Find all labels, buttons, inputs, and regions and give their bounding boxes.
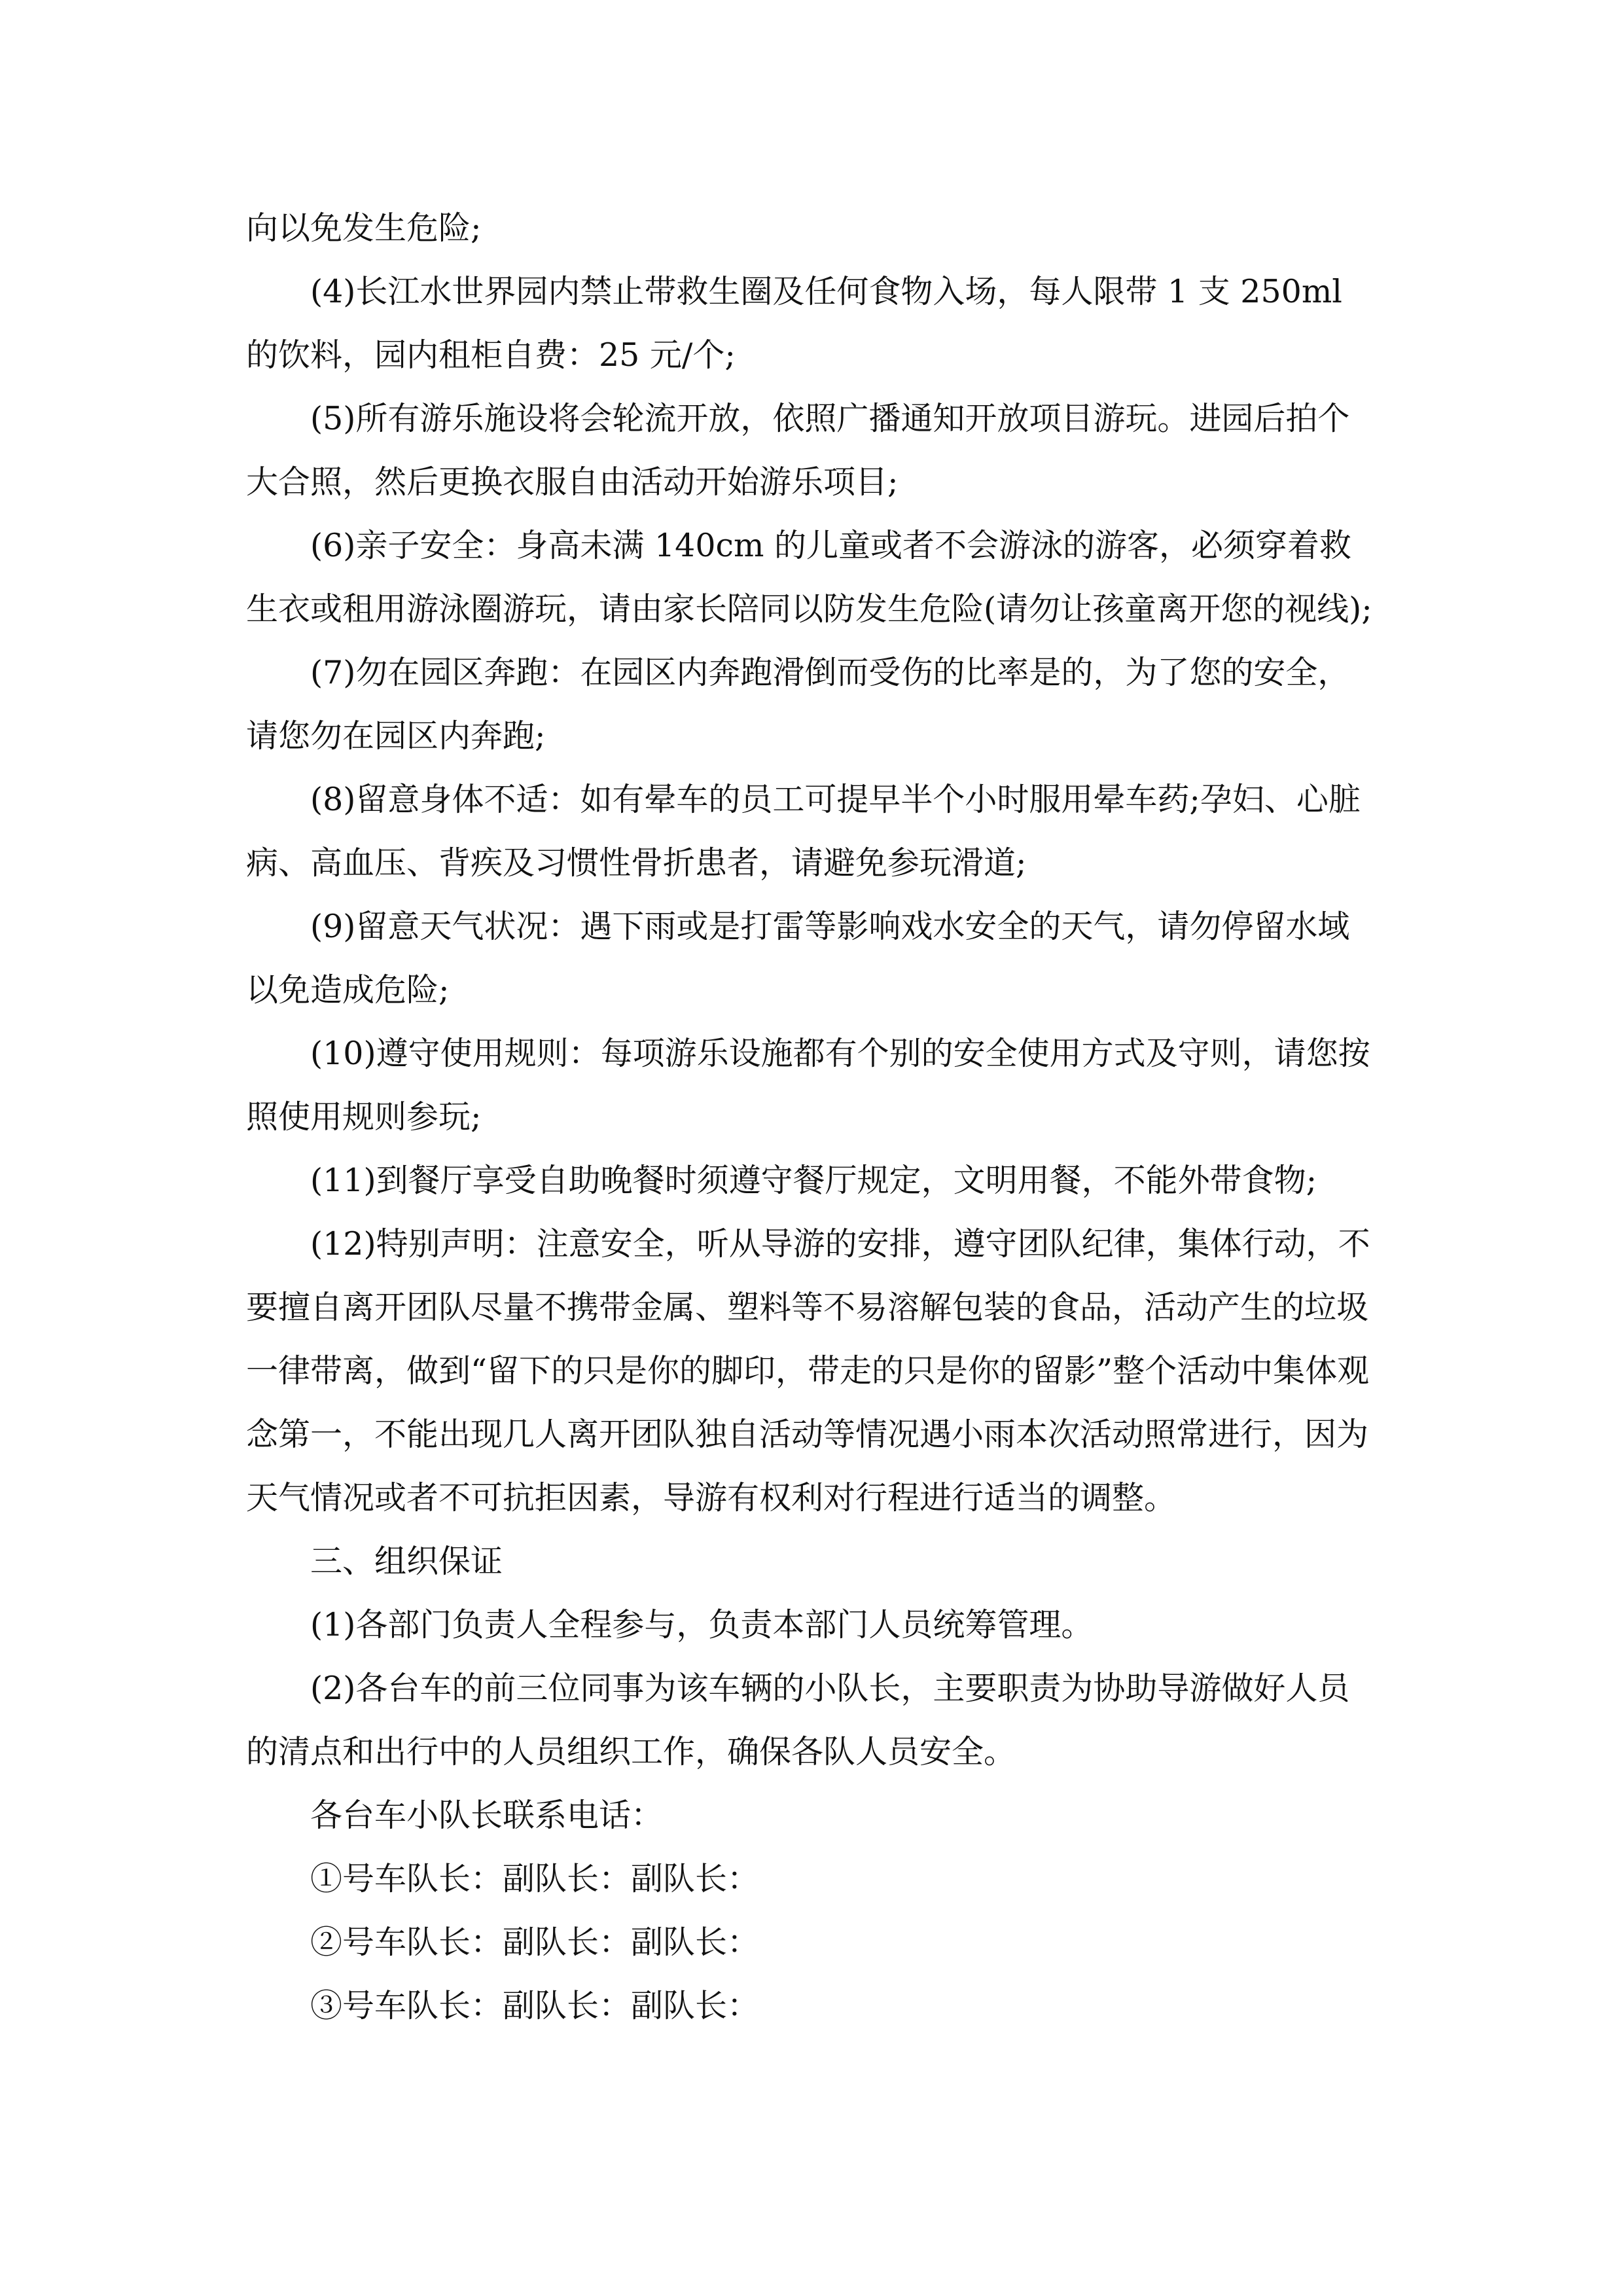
paragraph: (4)长江水世界园内禁止带救生圈及任何食物入场，每人限带 1 支 250ml 的饮料，园内租柜自费：25 元/个; (246, 273, 1342, 374)
paragraph: (5)所有游乐施设将会轮流开放，依照广播通知开放项目游玩。进园后拍个大合照，然后更换衣服自由活动开始游乐项目; (246, 400, 1350, 501)
contact-line: ②号车队长：副队长：副队长： (310, 1924, 760, 1961)
paragraph: (1)各部门负责人全程参与，负责本部门人员统筹管理。 (310, 1606, 1094, 1643)
paragraph: (6)亲子安全：身高未满 140cm 的儿童或者不会游泳的游客，必须穿着救生衣或租用游泳圈游玩，请由家长陪同以防发生危险(请勿让孩童离开您的视线); (246, 527, 1372, 628)
paragraph: (9)留意天气状况：遇下雨或是打雷等影响戏水安全的天气，请勿停留水域以免造成危险; (246, 908, 1350, 1009)
paragraph: (7)勿在园区奔跑：在园区内奔跑滑倒而受伤的比率是的，为了您的安全，请您勿在园区内奔跑; (246, 654, 1350, 755)
contact-line: ①号车队长：副队长：副队长： (310, 1860, 760, 1897)
paragraph: (11)到餐厅享受自助晚餐时须遵守餐厅规定，文明用餐，不能外带食物; (310, 1162, 1317, 1199)
contact-line: ③号车队长：副队长：副队长： (310, 1987, 760, 2024)
paragraph: (8)留意身体不适：如有晕车的员工可提早半个小时服用晕车药;孕妇、心脏病、高血压、背疾及习惯性骨折患者，请避免参玩滑道; (246, 781, 1361, 882)
paragraph: 向以免发生危险; (246, 209, 482, 247)
paragraph: 各台车小队长联系电话： (310, 1797, 664, 1834)
section-heading: 三、组织保证 (310, 1543, 503, 1580)
paragraph: (2)各台车的前三位同事为该车辆的小队长，主要职责为协助导游做好人员的清点和出行中的人员组织工作，确保各队人员安全。 (246, 1670, 1350, 1770)
document-body (246, 196, 1378, 2037)
paragraph: (12)特别声明：注意安全，听从导游的安排，遵守团队纪律，集体行动，不要擅自离开团队尽量不携带金属、塑料等不易溶解包装的食品，活动产生的垃圾一律带离，做到“留下的只是你的脚印，带走的只是你的留影”整个活动中集体观念第一，不能出现几人离开团队独自活动等情况遇小雨本次活动照常进行，因为天气情况或者不可抗拒因素，导游有权利对行程进行适当的调整。 (246, 1225, 1370, 1516)
paragraph: (10)遵守使用规则：每项游乐设施都有个别的安全使用方式及守则，请您按照使用规则参玩; (246, 1035, 1370, 1136)
